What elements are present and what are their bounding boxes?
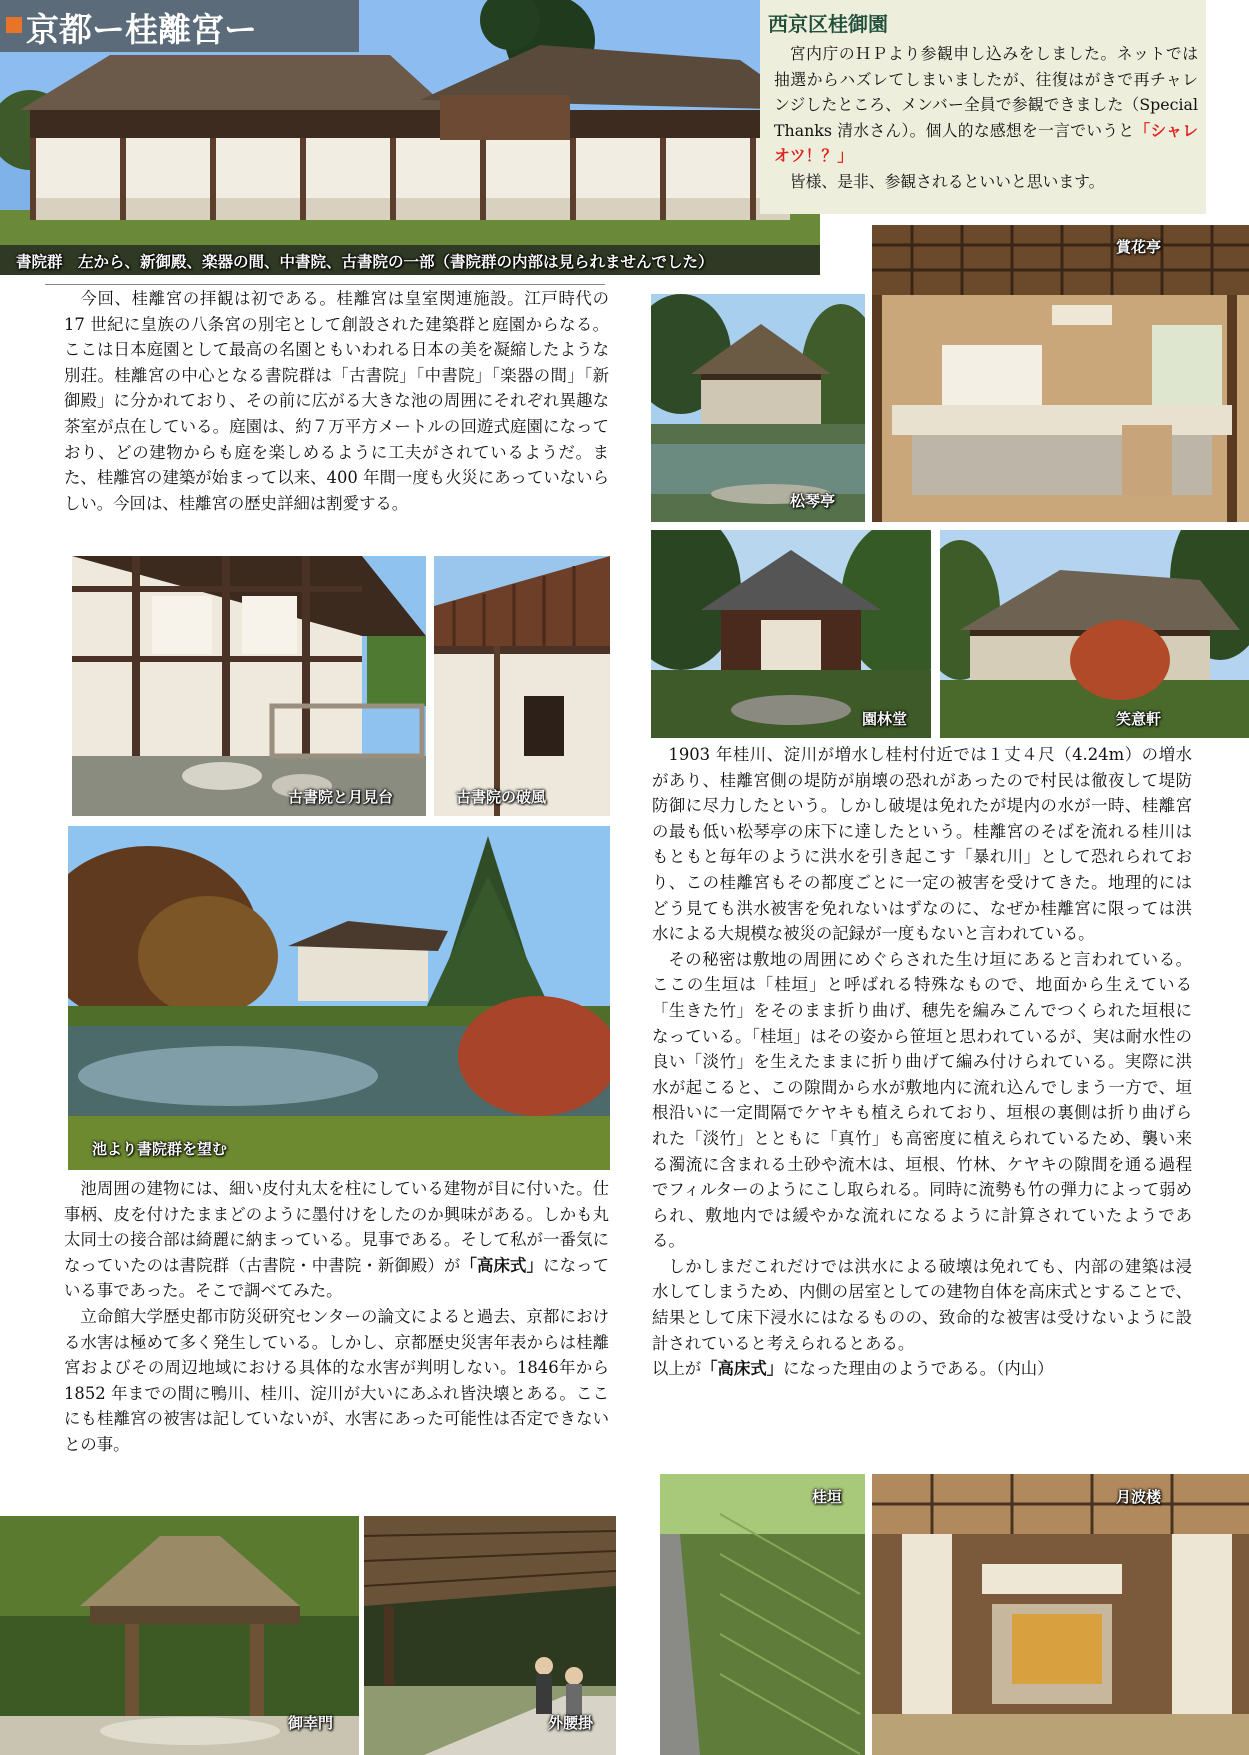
caption-shoiken: 笑意軒 (1116, 710, 1162, 728)
caption-katsuragaki: 桂垣 (812, 1488, 843, 1506)
info-box-heading: 西京区桂御園 (768, 12, 888, 36)
right-para-1: 1903 年桂川、淀川が増水し桂村付近では１丈４尺（4.24m）の増水があり、桂離宮側の堤防が崩壊の恐れがあったので村民は徹夜して堤防防御に尽力したという。しかし破堤は免れたが堤内の水が一時、桂離宮の最も低い松琴亭の床下に達したという。桂離宮のそばを流れる桂川はもともと毎年のように洪水を引き起こす「暴れ川」として恐れられており、この桂離宮もその都度ごとに一定の被害を受けてきた。地理的にはどう見ても洪水被害を免れないはずなのに、なぜか桂離宮に限っては洪水による大規模な被災の記録が一度もないと言われている。 (652, 745, 1192, 944)
photo-kosho-hafu (434, 556, 610, 816)
right-para-4a: 以上が (652, 1359, 702, 1379)
caption-gepparo: 月波楼 (1116, 1488, 1162, 1506)
left-para-2a: 池周囲の建物には、細い皮付丸太を柱にしている建物が目に付いた。仕事柄、皮を付けたままどのように墨付けをしたのか興味がある。しかも丸太同士の接合部は綺麗に納まっている。見事である。そして私が一番気になっていたのは書院群（古書院・中書院・新御殿）が (64, 1179, 609, 1275)
caption-kosho-hafu: 古書院の破風 (456, 788, 547, 806)
photo-shokintei (651, 294, 865, 522)
info-box-p1: 宮内庁のＨＰより参観申し込みをしました。ネットでは抽選からハズレてしまいましたが、往復はがきで再チャレンジしたところ、メンバー全員で参観できました（Special Thanks 清水さん）。個人的な感想を一言でいうと (774, 44, 1198, 140)
photo-kosho-tsukimi (72, 556, 426, 816)
caption-kosho-tsukimi: 古書院と月見台 (288, 788, 394, 806)
photo-onrindo (651, 530, 931, 738)
left-para-1: 今回、桂離宮の拝観は初である。桂離宮は皇室関連施設。江戸時代の 17 世紀に皇族の八条宮の別宅として創設された建築群と庭園からなる。ここは日本庭園として最高の名園ともいわれる日本の美を凝縮したような別荘。桂離宮の中心となる書院群は「古書院」「中書院」「楽器の間」「新御殿」に分かれており、その前に広がる大きな池の周囲にそれぞれ異趣な茶室が点在している。庭園は、約７万平方メートルの回遊式庭園になっており、どの建物からも庭を楽しめるように工夫がされているようだ。また、桂離宮の建築が始まって以来、400 年間一度も火災にあっていないらしい。今回は、桂離宮の歴史詳細は割愛する。 (64, 289, 609, 513)
right-para-3: しかしまだこれだけでは洪水による破壊は免れても、内部の建築は浸水してしまうため、内側の居室としての建物自体を高床式とすることで、結果として床下浸水にはなるものの、致命的な被害は受けないように設計されていると考えられるとある。 (652, 1256, 1192, 1353)
left-para-2 (64, 1176, 609, 1304)
photo-shokatei (872, 225, 1249, 522)
title-bar (0, 0, 359, 52)
left-text-intro (64, 286, 609, 516)
main-photo-caption: 書院群 左から、新御殿、楽器の間、中書院、古書院の一部（書院群の内部は見られませんでした） (16, 253, 714, 271)
left-para-2-highlight: 「高床式」 (460, 1255, 544, 1275)
right-para-4-highlight: 「高床式」 (701, 1359, 784, 1379)
page-title: 京都ー桂離宮ー (26, 10, 257, 49)
caption-shokintei: 松琴亭 (790, 492, 836, 510)
title-square-icon (6, 17, 22, 33)
info-box-p2: 皆様、是非、参観されるといいと思います。 (789, 171, 1105, 191)
caption-shokatei: 賞花亭 (1116, 238, 1162, 256)
caption-onrindo: 園林堂 (862, 710, 908, 728)
left-para-2c: になっている事であった。そこで調べてみた。 (64, 1255, 610, 1301)
photo-shoiken (940, 530, 1249, 738)
right-para-2: その秘密は敷地の周囲にめぐらされた生け垣にあると言われている。ここの生垣は「桂垣」と呼ばれる特殊なもので、地面から生えている「生きた竹」をそのまま折り曲げ、穂先を編みこんでつくられた垣根になっている。「桂垣」はその姿から笹垣と思われているが、実は耐水性の良い「淡竹」を生えたままに折り曲げて編み付けられている。実際に洪水が起こると、この隙間から水が敷地内に流れ込んでしまう一方で、垣根沿いに一定間隔でケヤキも植えられており、垣根の裏側は折り曲げられた「淡竹」とともに「真竹」も高密度に植えられているため、襲い来る濁流に含まれる土砂や流木は、垣根、竹林、ケヤキの隙間を通る過程でフィルターのようにこし取られる。同時に流勢も竹の弾力によって弱められ、敷地内では緩やかな流れになるように計算されていたようである。 (652, 949, 1192, 1251)
info-box-highlight: 「シャレオツ！？」 (774, 120, 1198, 165)
divider (45, 284, 605, 285)
caption-miyuki: 御幸門 (288, 1714, 334, 1732)
caption-pond: 池より書院群を望む (92, 1140, 228, 1158)
photo-katsuragaki (660, 1474, 865, 1755)
right-para-4c: になった理由のようである。（内山） (783, 1359, 1054, 1379)
info-box-text (774, 41, 1198, 194)
photo-gepparo (872, 1474, 1249, 1755)
photo-pond (68, 826, 610, 1170)
caption-soto: 外腰掛 (548, 1714, 594, 1732)
right-text (652, 742, 1192, 1382)
left-para-3: 立命館大学歴史都市防災研究センターの論文によると過去、京都における水害は極めて多く発生している。しかし、京都歴史災害年表からは桂離宮およびその周辺地域における具体的な水害が判明しない。1846年から 1852 年までの間に鴨川、桂川、淀川が大いにあふれ皆決壊とある。ここにも桂離宮の被害は記していないが、水害にあった可能性は否定できないとの事。 (64, 1306, 609, 1454)
left-text-main (64, 1176, 609, 1458)
right-para-4 (652, 1356, 1192, 1382)
